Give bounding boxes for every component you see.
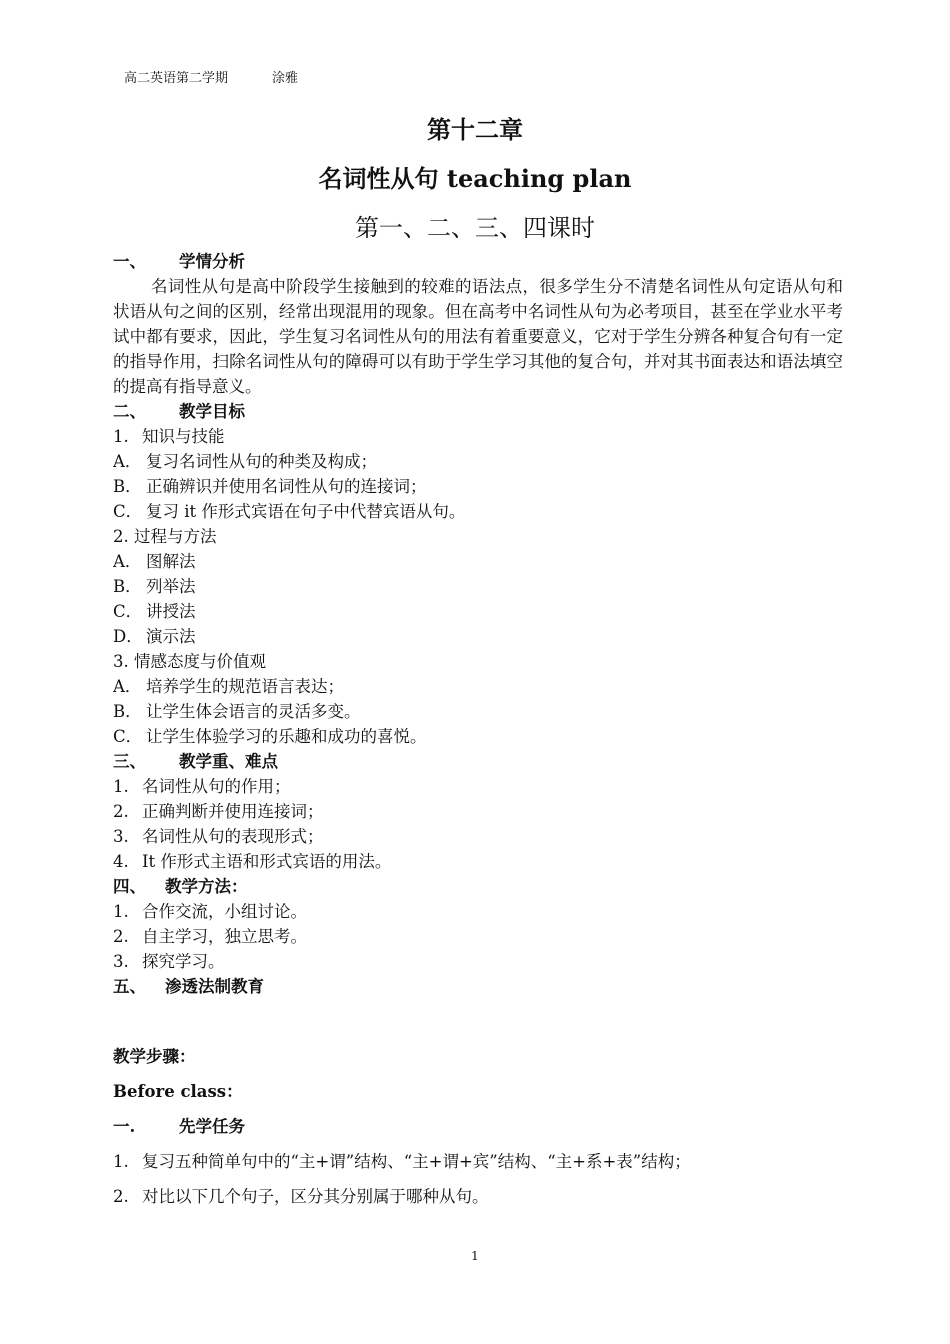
goal-heading: 2. 过程与方法 bbox=[113, 527, 217, 546]
section-number: 四、 bbox=[113, 877, 146, 896]
list-item: A． 复习名词性从句的种类及构成； bbox=[113, 452, 377, 471]
list-item: 2. 正确判断并使用连接词； bbox=[113, 802, 324, 821]
list-item: C． 让学生体验学习的乐趣和成功的喜悦。 bbox=[113, 727, 427, 746]
list-item: A． 图解法 bbox=[113, 552, 196, 571]
section-heading bbox=[113, 249, 843, 274]
list-item: 3. 探究学习。 bbox=[113, 952, 225, 971]
task-heading: 一. 先学任务 bbox=[113, 1117, 245, 1136]
periods-title: 第一、二、三、四课时 bbox=[355, 214, 595, 242]
list-item: 1. 合作交流，小组讨论。 bbox=[113, 902, 307, 921]
chapter-title: 第十二章 bbox=[427, 115, 523, 144]
list-item: B． 让学生体会语言的灵活多变。 bbox=[113, 702, 361, 721]
analysis-paragraph: 名词性从句是高中阶段学生接触到的较难的语法点，很多学生分不清楚名词性从句定语从句和状语从句之间的区别，经常出现混用的现象。但在高考中名词性从句为必考项目，甚至在学业水平考试中都有要求，因此，学生复习名词性从句的用法有着重要意义，它对于学生分辨各种复合句有一定的指导作用，扫除名词性从句的障碍可以有助于学生学习其他的复合句，并对其书面表达和语法填空的提高有指导意义。 bbox=[113, 277, 843, 396]
before-class-heading: Before class： bbox=[113, 1082, 243, 1101]
list-item: A． 培养学生的规范语言表达； bbox=[113, 677, 344, 696]
section-title: 教学方法： bbox=[165, 877, 248, 896]
section-heading bbox=[113, 874, 843, 899]
author-name: 涂雅 bbox=[272, 71, 299, 86]
list-item: 2. 对比以下几个句子，区分其分别属于哪种从句。 bbox=[113, 1187, 489, 1206]
list-item: 3. 名词性从句的表现形式； bbox=[113, 827, 324, 846]
page-header bbox=[124, 67, 298, 86]
list-item: 2. 自主学习，独立思考。 bbox=[113, 927, 307, 946]
list-item: 1. 复习五种简单句中的“主+谓”结构、“主+谓+宾”结构、“主+系+表”结构； bbox=[113, 1152, 691, 1171]
goal-heading: 3. 情感态度与价值观 bbox=[113, 652, 266, 671]
section-number: 二、 bbox=[113, 402, 146, 421]
section-title: 教学目标 bbox=[179, 402, 245, 421]
section-number: 一、 bbox=[113, 252, 146, 271]
list-item: 1. 名词性从句的作用； bbox=[113, 777, 291, 796]
section-number: 三、 bbox=[113, 752, 146, 771]
goal-heading: 1. 知识与技能 bbox=[113, 427, 225, 446]
section-title: 渗透法制教育 bbox=[165, 977, 264, 996]
section-heading bbox=[113, 974, 843, 999]
list-item: C． 讲授法 bbox=[113, 602, 196, 621]
section-title: 教学重、难点 bbox=[179, 752, 278, 771]
list-item: B． 正确辨识并使用名词性从句的连接词； bbox=[113, 477, 427, 496]
list-item: 4. It 作形式主语和形式宾语的用法。 bbox=[113, 852, 392, 871]
section-heading bbox=[113, 399, 843, 424]
section-number: 五、 bbox=[113, 977, 146, 996]
steps-heading: 教学步骤： bbox=[113, 1047, 196, 1066]
topic-title: 名词性从句 teaching plan bbox=[318, 164, 632, 193]
course-name: 高二英语第二学期 bbox=[124, 71, 229, 86]
list-item: B． 列举法 bbox=[113, 577, 196, 596]
teaching-steps bbox=[113, 1044, 853, 1219]
list-item: D． 演示法 bbox=[113, 627, 196, 646]
page-number: 1 bbox=[471, 1249, 479, 1263]
document-body bbox=[113, 249, 843, 999]
section-heading bbox=[113, 749, 843, 774]
list-item: C． 复习 it 作形式宾语在句子中代替宾语从句。 bbox=[113, 502, 466, 521]
section-title: 学情分析 bbox=[179, 252, 245, 271]
